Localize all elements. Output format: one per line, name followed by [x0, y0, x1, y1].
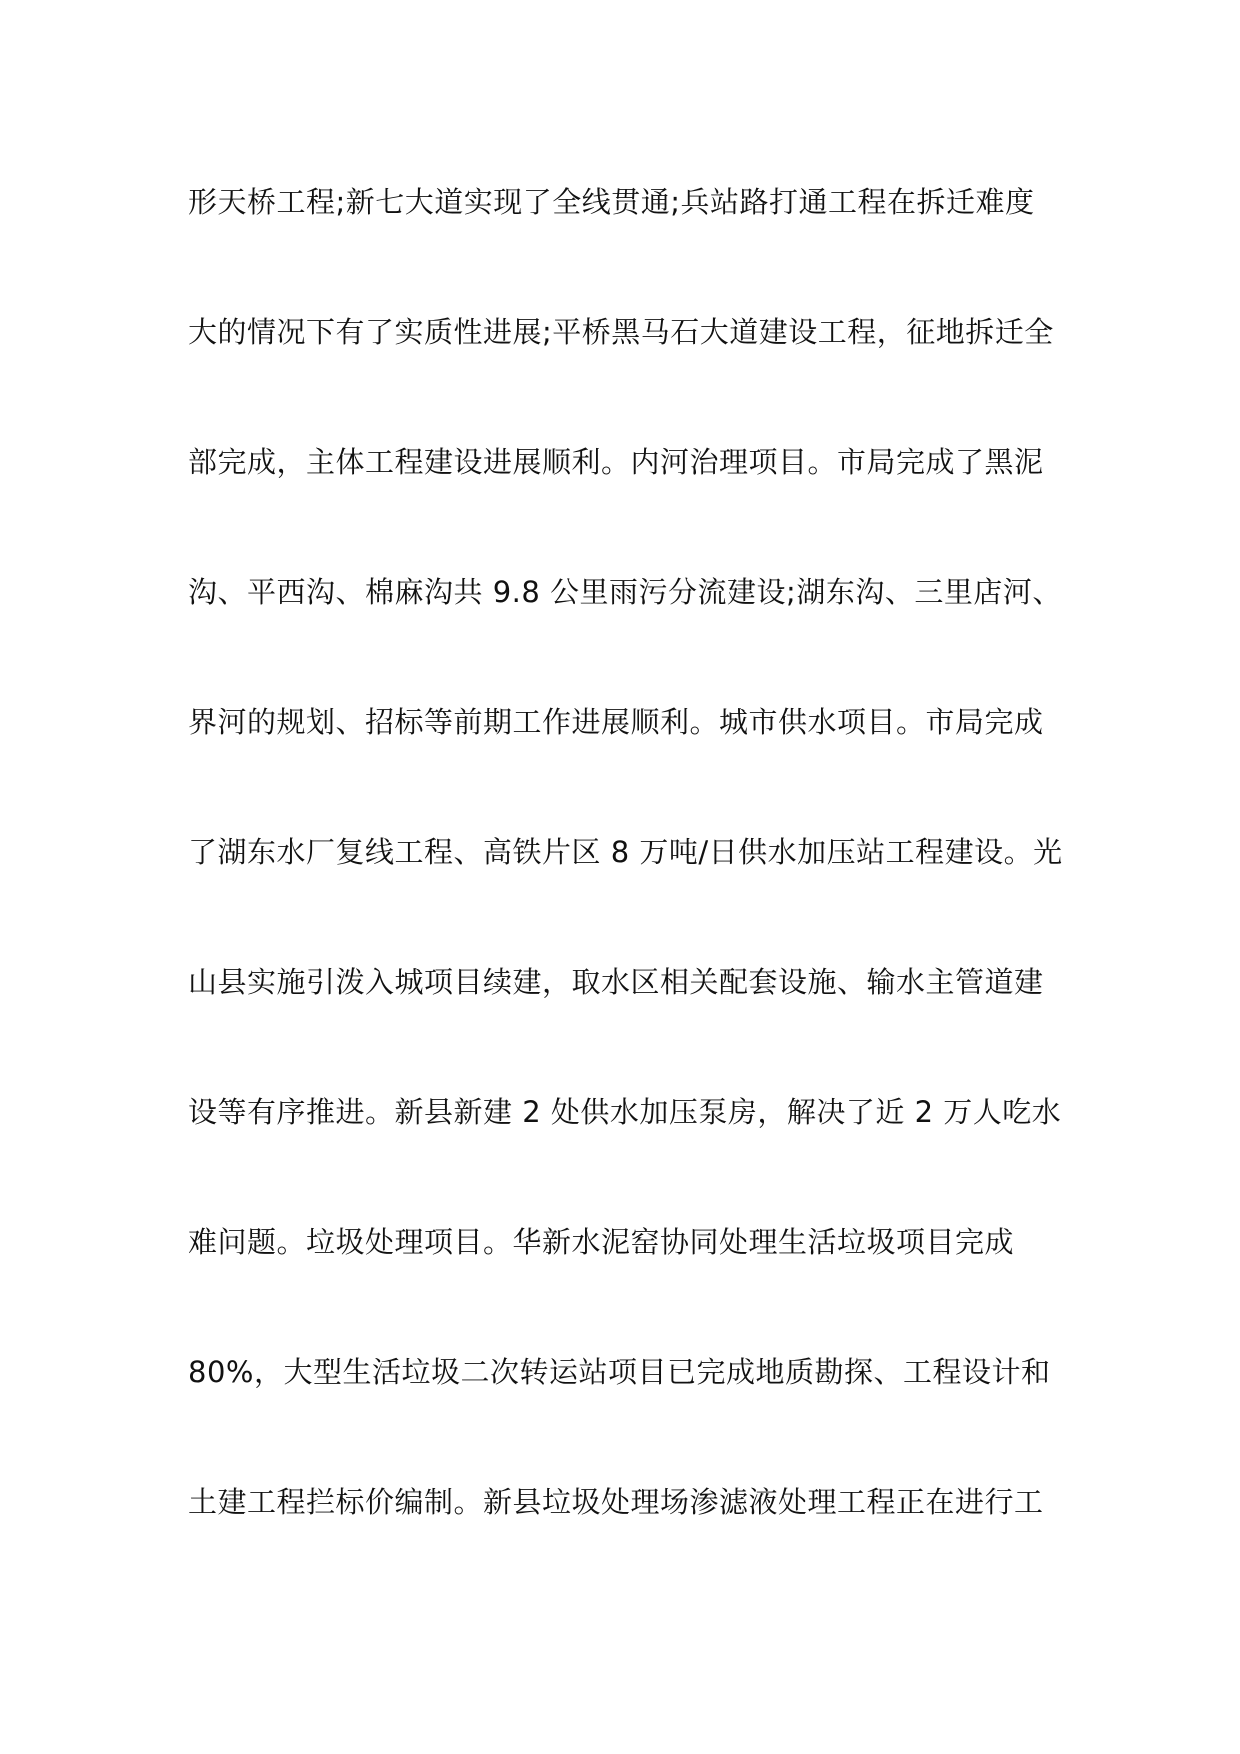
text-line: 部完成，主体工程建设进展顺利。内河治理项目。市局完成了黑泥 — [188, 445, 1044, 479]
text-line: 了湖东水厂复线工程、高铁片区 8 万吨/日供水加压站工程建设。光 — [188, 835, 1063, 869]
text-line: 难问题。垃圾处理项目。华新水泥窑协同处理生活垃圾项目完成 — [188, 1225, 1015, 1259]
text-line: 山县实施引泼入城项目续建，取水区相关配套设施、输水主管道建 — [188, 965, 1044, 999]
text-line: 沟、平西沟、棉麻沟共 9.8 公里雨污分流建设;湖东沟、三里店河、 — [188, 575, 1062, 609]
text-line: 设等有序推进。新县新建 2 处供水加压泵房，解决了近 2 万人吃水 — [188, 1095, 1062, 1129]
text-line: 界河的规划、招标等前期工作进展顺利。城市供水项目。市局完成 — [188, 705, 1044, 739]
text-line: 形天桥工程;新七大道实现了全线贯通;兵站路打通工程在拆迁难度 — [188, 185, 1035, 219]
text-line: 土建工程拦标价编制。新县垃圾处理场渗滤液处理工程正在进行工 — [188, 1485, 1044, 1519]
text-line: 大的情况下有了实质性进展;平桥黑马石大道建设工程，征地拆迁全 — [188, 315, 1054, 349]
body-text — [188, 170, 1068, 1600]
text-line: 80%，大型生活垃圾二次转运站项目已完成地质勘探、工程设计和 — [188, 1355, 1051, 1389]
